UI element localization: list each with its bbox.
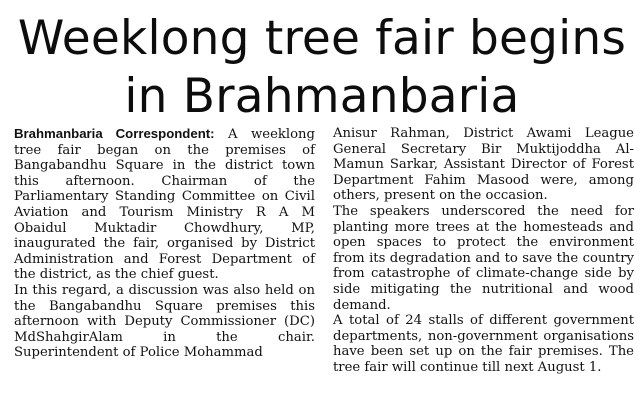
paragraph-1-text: A weeklong tree fair began on the premises of Bangabandhu Square in the district town this afternoon. Chairman of the Parliamentary Standing Committee on Civil Aviation and Tourism Ministry R A M Obaidul Muktadir Chowdhury, MP, inaugurated the fair, organised by District Administration and Forest Department of the district, as the chief guest. — [14, 127, 315, 283]
article-body — [14, 126, 634, 402]
headline-line-2: in Brahmanbaria — [124, 69, 520, 124]
paragraph-2: In this regard, a discussion was also held on the Bangabandhu Square premises this afternoon with Deputy Commissioner (DC) MdShahgirAlam in the chair. Superintendent of Police Mohammad — [14, 282, 315, 361]
article-column-1 — [14, 126, 315, 402]
paragraph-3: Anisur Rahman, District Awami League General Secretary Bir Muktijoddha Al-Mamun Sarkar, Assistant Director of Forest Department Fahim Masood were, among others, present on the occasion. — [333, 126, 634, 204]
paragraph-1 — [14, 126, 315, 283]
paragraph-5: A total of 24 stalls of different government departments, non-government organisations have been set up on the fair premises. The tree fair will continue till next August 1. — [333, 313, 634, 375]
byline: Brahmanbaria Correspondent: — [14, 126, 215, 141]
paragraph-4: The speakers underscored the need for planting more trees at the homesteads and open spaces to protect the environment from its degradation and to save the country from catastrophe of climate-change side by side mitigating the nutritional and wood demand. — [333, 203, 634, 313]
article-column-2 — [333, 126, 634, 402]
headline — [0, 0, 644, 126]
headline-line-1: Weeklong tree fair begins — [17, 11, 627, 66]
